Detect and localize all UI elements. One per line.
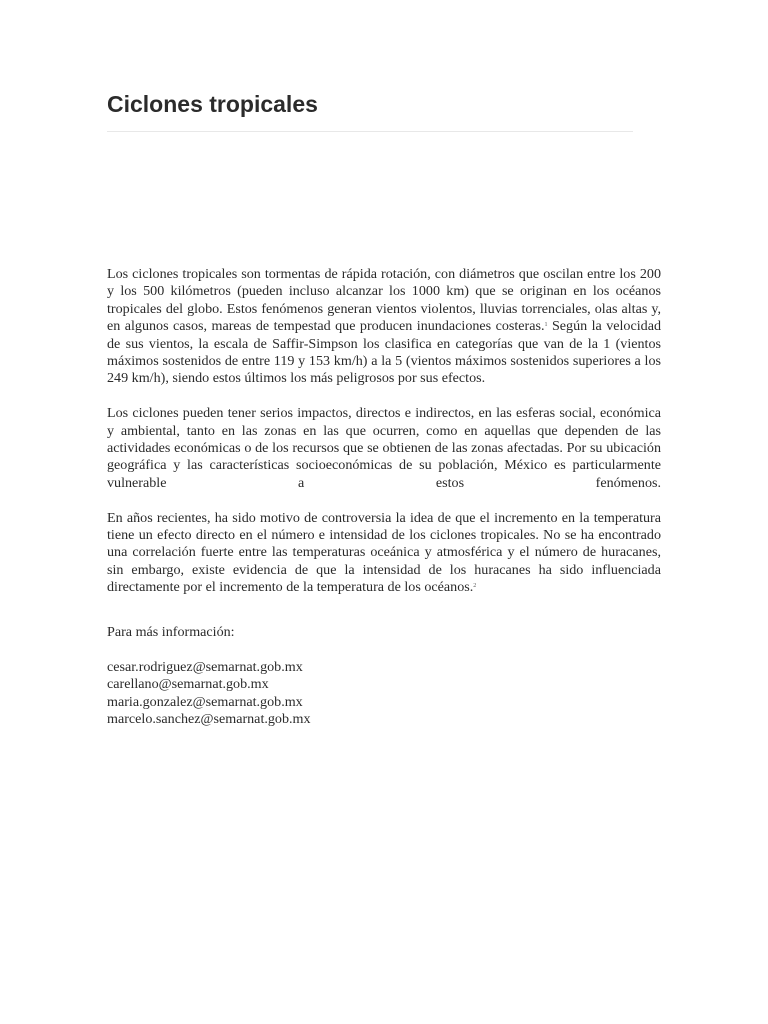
contact-email[interactable]: marcelo.sanchez@semarnat.gob.mx	[107, 711, 311, 728]
contact-section	[107, 624, 661, 728]
paragraph-text: Según la velocidad de sus vientos, la escala de Saffir-Simpson los clasifica en categorías que van de la 1 (vientos máximos sostenidos de entre 119 y 153 km/h) a la 5 (vientos máximos sostenidos superiores a los 249 km/h), siendo estos últimos los más peligrosos por sus efectos.	[107, 318, 662, 387]
paragraph-text: Los ciclones tropicales son tormentas de rápida rotación, con diámetros que oscilan entre los 200 y los 500 kilómetros (pueden incluso alcanzar los 1000 km) que se originan en los océanos tropicales del globo. Estos fenómenos generan vientos violentos, lluvias torrenciales, olas altas y, en algunos casos, mareas de tempestad que producen inundaciones costeras.	[107, 266, 661, 335]
paragraph-controversy	[107, 510, 661, 597]
contact-email[interactable]: maria.gonzalez@semarnat.gob.mx	[107, 693, 303, 710]
paragraph-impacts	[107, 405, 661, 492]
article-body	[107, 266, 661, 614]
contact-email[interactable]: carellano@semarnat.gob.mx	[107, 676, 269, 693]
paragraph-text: Los ciclones pueden tener serios impactos, directos e indirectos, en las esferas social, económica y ambiental, tanto en las zonas en las que ocurren, como en aquellas que dependen de las actividades económicas o de los recursos que se obtienen de las zonas afectadas. Por su ubicación geográfica y las características socioeconómicas de su población, México es particularmente vulnerable a estos fenómenos.	[107, 405, 661, 491]
contact-email[interactable]: cesar.rodriguez@semarnat.gob.mx	[107, 658, 303, 675]
paragraph-text: En años recientes, ha sido motivo de controversia la idea de que el incremento en la temperatura tiene un efecto directo en el número e intensidad de los ciclones tropicales. No se ha encontrado una correlación fuerte entre las temperaturas oceánica y atmosférica y el número de huracanes, sin embargo, existe evidencia de que la intensidad de los huracanes ha sido influenciada directamente por el incremento de la temperatura de los océanos.	[107, 509, 661, 596]
footnote-marker: 2	[473, 583, 477, 590]
page-title: Ciclones tropicales	[107, 91, 318, 117]
paragraph-intro	[107, 266, 661, 388]
more-info-label: Para más información:	[107, 624, 235, 640]
footnote-marker: 1	[544, 322, 548, 329]
title-divider	[107, 131, 633, 132]
